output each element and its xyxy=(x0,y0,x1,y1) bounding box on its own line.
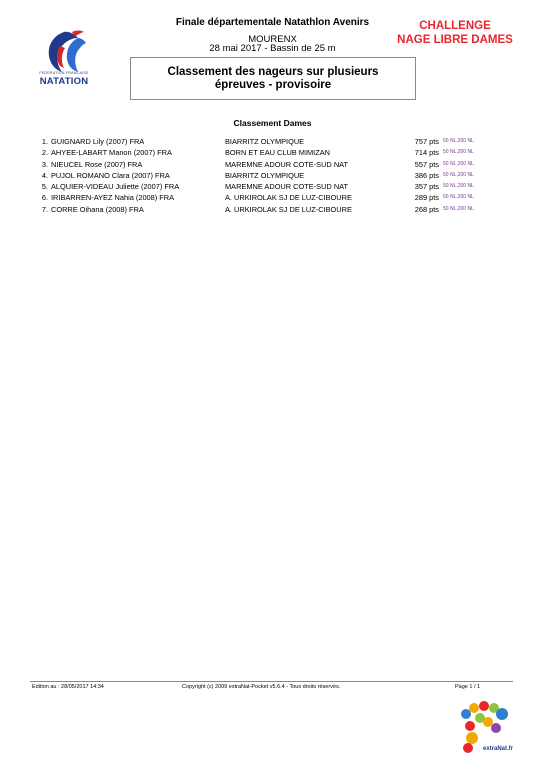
result-name: GUIGNARD Lily (2007) FRA xyxy=(51,137,145,146)
result-events: 50 NL,200 NL xyxy=(443,160,474,167)
result-club: BIARRITZ OLYMPIQUE xyxy=(225,170,305,180)
logo-small-text: FEDERATION FRANCAISE xyxy=(39,71,89,75)
result-club: MAREMNE ADOUR COTE-SUD NAT xyxy=(225,159,349,169)
meet-title: Finale départementale Natathlon Avenirs xyxy=(175,17,370,28)
result-rank: 2. xyxy=(41,148,48,158)
result-points: 289 pts xyxy=(414,193,439,203)
result-rank: 3. xyxy=(41,159,48,169)
result-row xyxy=(0,192,543,203)
footer-copyright: Copyright (c) 2009 extraNat-Pocket v5.6.4 - Tous droits réservés. xyxy=(182,684,341,690)
meet-date-pool: 28 mai 2017 - Bassin de 25 m xyxy=(209,43,336,54)
result-rank: 6. xyxy=(41,193,48,203)
result-points: 357 pts xyxy=(414,182,439,192)
result-events: 50 NL,200 NL xyxy=(443,149,474,156)
result-row xyxy=(0,181,543,192)
result-row xyxy=(0,147,543,158)
result-points: 386 pts xyxy=(414,170,439,180)
result-points: 268 pts xyxy=(414,204,439,214)
extranat-logo-text: extraNat.fr xyxy=(483,746,514,752)
result-points: 714 pts xyxy=(414,148,439,158)
footer-divider xyxy=(30,681,513,682)
result-club: BIARRITZ OLYMPIQUE xyxy=(225,137,305,146)
footer-edition: Edition au : 28/05/2017 14:34 xyxy=(32,684,104,690)
result-events: 50 NL,200 NL xyxy=(443,138,474,144)
result-events: 50 NL,200 NL xyxy=(443,171,474,178)
result-row xyxy=(0,204,543,215)
result-rank: 4. xyxy=(41,170,48,180)
result-name: AHYEE-LABART Manon (2007) FRA xyxy=(51,148,172,158)
ranking-title-box xyxy=(130,57,416,100)
logo-wordmark: NATATION xyxy=(39,76,89,87)
ranking-title-line-2: épreuves - provisoire xyxy=(214,78,332,91)
results-list xyxy=(0,136,543,215)
meet-city: MOURENX xyxy=(248,34,297,45)
result-rank: 5. xyxy=(41,182,48,192)
result-row xyxy=(0,136,543,147)
result-club: MAREMNE ADOUR COTE-SUD NAT xyxy=(225,182,349,192)
result-events: 50 NL,200 NL xyxy=(443,194,474,201)
result-row xyxy=(0,159,543,170)
result-events: 50 NL,200 NL xyxy=(443,183,474,190)
result-points: 757 pts xyxy=(414,137,439,146)
extranat-logo-icon xyxy=(458,700,522,754)
result-name: IRIBARREN-AYEZ Nahia (2008) FRA xyxy=(51,193,175,203)
result-club: BORN ET EAU CLUB MIMIZAN xyxy=(225,148,330,158)
section-title: Classement Dames xyxy=(233,118,312,128)
challenge-title xyxy=(390,19,520,47)
ranking-title-line-1: Classement des nageurs sur plusieurs xyxy=(167,66,379,78)
result-club: A. URKIROLAK SJ DE LUZ-CIBOURE xyxy=(225,204,352,214)
footer-page-number: Page 1 / 1 xyxy=(455,684,481,690)
challenge-line-1: CHALLENGE xyxy=(419,20,491,32)
result-name: ALQUIER-VIDEAU Juliette (2007) FRA xyxy=(51,182,180,192)
result-name: PUJOL ROMANO Clara (2007) FRA xyxy=(51,170,170,180)
result-row xyxy=(0,170,543,181)
result-points: 557 pts xyxy=(414,159,439,169)
result-club: A. URKIROLAK SJ DE LUZ-CIBOURE xyxy=(225,193,352,203)
result-events: 50 NL,200 NL xyxy=(443,205,474,212)
result-name: NIEUCEL Rose (2007) FRA xyxy=(51,159,143,169)
challenge-line-2: NAGE LIBRE DAMES xyxy=(397,34,513,46)
result-name: CORRE Oihana (2008) FRA xyxy=(51,204,144,214)
result-rank: 7. xyxy=(41,204,48,214)
result-rank: 1. xyxy=(41,137,48,146)
